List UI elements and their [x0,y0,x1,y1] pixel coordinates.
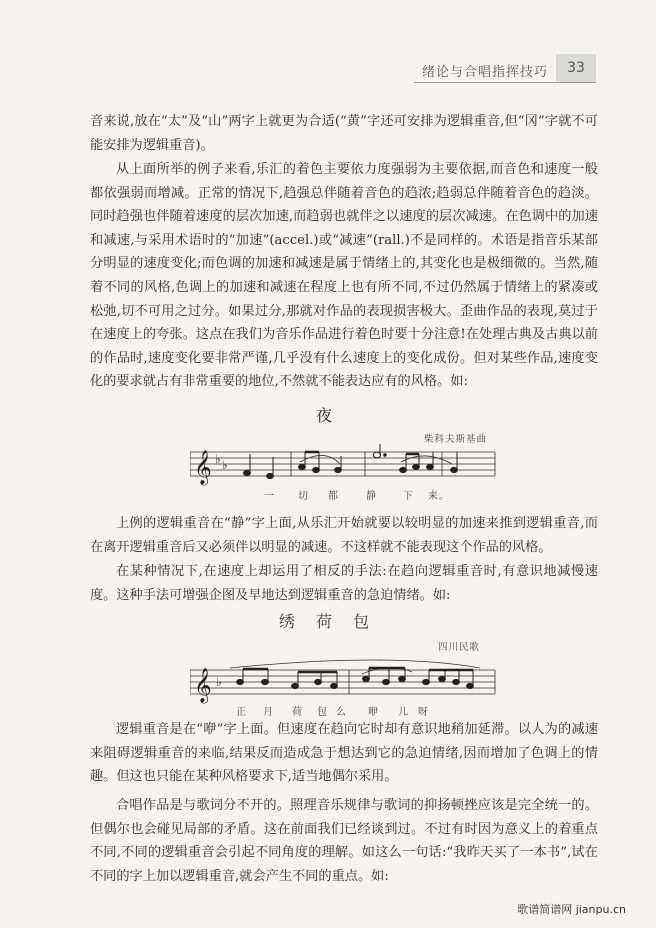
paragraph-3: 上例的逻辑重音在“静”字上面,从乐汇开始就要以较明显的加速来推到逻辑重音,而在离开逻辑重音后又必须伴以明显的减速。不这样就不能表现这个作品的风格。 [90,516,598,555]
running-header [0,58,656,90]
paragraph-2: 从上面所举的例子来看,乐汇的着色主要依力度强弱为主要依据,而音色和速度一般都依强弱而增减。正常的情况下,趋强总伴随着音色的趋浓;趋弱总伴随着音色的趋淡。同时趋强也伴随着速度的层次加速,而趋弱也就伴之以速度的层次减速。在色调中的加速和减速,与采用术语时的“加速”(accel.)或“减速”(rall.)不是同样的。术语是指音乐某部分明显的速度变化;而色调的加速和减速是属于情绪上的,其变化也是极细微的。当然,随着不同的风格,色调上的加速和减速在程度上也有所不同,不过仍然属于情绪上的紧凑或松弛,切不可用之过分。如果过分,那就对作品的表现损害极大。歪曲作品的表现,莫过于在速度上的夸张。这点在我们为音乐作品进行着色时要十分注意!在处理古典及古典以前的作品时,速度变化要非常严谨,几乎没有什么速度上的变化成份。但对某些作品,速度变化的要求就占有非常重要的地位,不然就不能表达应有的风格。如: [90,162,598,390]
treble-clef-icon: 𝄞 [194,450,212,485]
example2-title: 绣 荷 包 [278,612,378,631]
flat-icon: ♭ [215,452,221,466]
running-title: 绪论与合唱指挥技巧 [421,65,548,80]
example1-staff [190,444,500,494]
book-page: 绪论与合唱指挥技巧 33 音来说,放在“太”及“山”两字上就更为合适(“黄”字还可安排为逻辑重音,但“冈”字就不可能安排为逻辑重音)。 从上面所举的例子来看,乐汇的着色主要依力度强弱为主要依据,而音色和速度一般都依强弱而增减。正常的情况下,趋强总伴随着音色的趋浓;趋弱总伴随着音色的趋淡。同时趋强也伴随着速度的层次加速,而趋弱也就伴之以速度的层次减速。在色调中的加速和减速,与采用术语时的“加速”(accel.)或“减速”(rall.)不是同样的。术语是指音乐某部分明显的速度变化;而色调的加速和减速是属于情绪上的,其变化也是极细微的。当然,随着不同的风格,色调上的加速和减速在程度上也有所不同,不过仍然属于情绪上的紧凑或松弛,切不可用之过分。如果过分,那就对作品的表现损害极大。歪曲作品的表现,莫过于在速度上的夸张。这点在我们为音乐作品进行着色时要十分注意!在处理古典及古典以前的作品时,速度变化要非常严谨,几乎没有什么速度上的变化成份。但对某些作品,速度变化的要求就占有非常重要的地位,不然就不能表达应有的风格。如: 夜 柴科夫斯基曲 𝄞 ♭ ♭ 一 切 都 静 下 来。 上例的逻辑重音在“静”字上面,从乐汇开始就要以较明显的加速来推到逻辑重音,而在离开逻辑重音后又必须伴以明显的减速。不这样就不能表现这个作品的风格。 在某种情况下,在速度上却运用了相反的手法:在趋向逻辑重音时,有意识地减慢速度。这种手法可增强企图及早地达到逻辑重音的急迫情绪。如: 绣 荷 包 四川民歌 𝄞 ♭ 正 月 荷 包 么 咿 儿 呀 逻辑重音是在“咿”字上面。但速度在趋向它时却有意识地稍加延滞。以人为的减速来阻碍逻辑重音的来临,结果反而造成急于想达到它的急迫情绪,因而增加了色调上的情趣。但这也只能在某种风格要求下,适当地偶尔采用。 合唱作品是与歌词分不开的。照理音乐规律与歌词的抑扬顿挫应该是完全统一的。但偶尔也会碰见局部的矛盾。这在前面我们已经谈到过。不过有时因为意义上的着重点不同,不同的逻辑重音会引起不同角度的理解。如这么一句话:“我昨天买了一本书”,试在不同的字上加以逻辑重音,就会产生不同的重点。如: 歌谱简谱网 jianpu.cn [0,0,656,928]
header-rule [414,82,596,83]
example1-title: 夜 [315,406,340,425]
paragraph-4: 在某种情况下,在速度上却运用了相反的手法:在趋向逻辑重音时,有意识地减慢速度。这种手法可增强企图及早地达到逻辑重音的急迫情绪。如: [90,564,598,603]
page-number: 33 [556,54,596,82]
treble-clef-icon: 𝄞 [194,668,212,703]
example1-composer: 柴科夫斯基曲 [424,434,488,445]
paragraph-6: 合唱作品是与歌词分不开的。照理音乐规律与歌词的抑扬顿挫应该是完全统一的。但偶尔也会碰见局部的矛盾。这在前面我们已经谈到过。不过有时因为意义上的着重点不同,不同的逻辑重音会引起不同角度的理解。如这么一句话:“我昨天买了一本书”,试在不同的字上加以逻辑重音,就会产生不同的重点。如: [90,798,598,884]
paragraph-1: 音来说,放在“太”及“山”两字上就更为合适(“黄”字还可安排为逻辑重音,但“冈”字就不可能安排为逻辑重音)。 [90,114,598,153]
example2-staff [190,658,500,706]
example2-composer: 四川民歌 [438,642,481,653]
flat-icon: ♭ [216,675,222,689]
paragraph-5: 逻辑重音是在“咿”字上面。但速度在趋向它时却有意识地稍加延滞。以人为的减速来阻碍逻辑重音的来临,结果反而造成急于想达到它的急迫情绪,因而增加了色调上的情趣。但这也只能在某种风格要求下,适当地偶尔采用。 [90,722,598,785]
footer-watermark: 歌谱简谱网 jianpu.cn [517,903,626,916]
flat-icon: ♭ [222,458,228,472]
